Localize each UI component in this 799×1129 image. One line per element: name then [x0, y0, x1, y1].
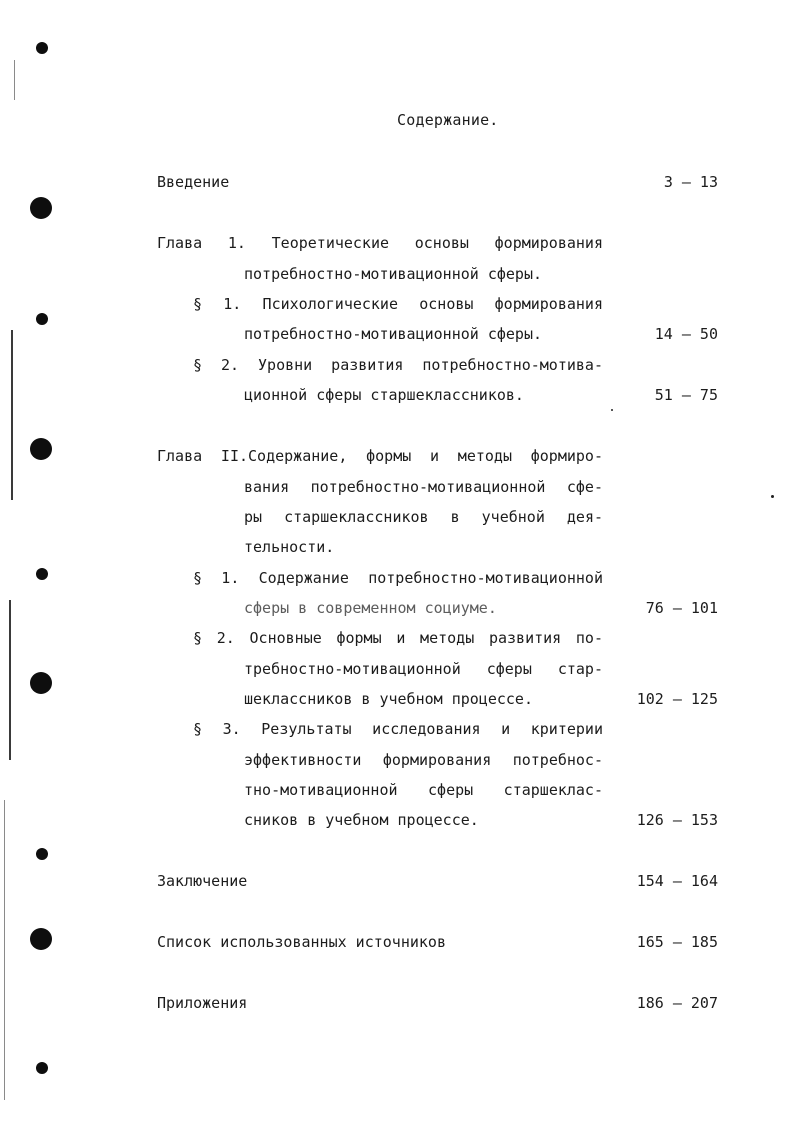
toc-pages-sources: 165 – 185	[636, 933, 718, 951]
toc-entry-intro: Введение	[157, 173, 230, 191]
chapter2-section3-cont1: эффективности формирования потребнос-	[244, 751, 603, 769]
chapter2-section1-cont: сферы в современном социуме.	[244, 599, 497, 617]
chapter1-heading: Глава 1. Теоретические основы формирования	[157, 234, 603, 252]
scan-speck	[771, 495, 774, 498]
toc-pages-ch1-s1: 14 – 50	[654, 325, 718, 343]
toc-entry-appendix: Приложения	[157, 994, 248, 1012]
toc-pages-ch2-s2: 102 – 125	[636, 690, 718, 708]
punch-hole	[30, 928, 52, 950]
chapter2-heading-cont2: ры старшеклассников в учебной дея-	[244, 508, 603, 526]
chapter2-heading-cont1: вания потребностно-мотивационной сфе-	[244, 478, 603, 496]
chapter2-section3: § 3. Результаты исследования и критерии	[193, 720, 603, 738]
chapter1-section1-cont: потребностно-мотивационной сферы.	[244, 325, 543, 343]
chapter1-section2-cont: ционной сферы старшеклассников.	[244, 386, 524, 404]
chapter2-section2-cont1: требностно-мотивационной сферы стар-	[244, 660, 603, 678]
punch-hole	[30, 438, 52, 460]
scan-edge-line	[14, 60, 15, 100]
chapter2-heading: Глава II.Содержание, формы и методы формиро-	[157, 447, 603, 465]
chapter2-heading-cont3: тельности.	[244, 538, 335, 556]
toc-pages-ch1-s2: 51 – 75	[654, 386, 718, 404]
scan-edge-line	[4, 800, 5, 1100]
chapter2-section2: § 2. Основные формы и методы развития по-	[193, 629, 603, 647]
chapter2-section3-cont3: сников в учебном процессе.	[244, 811, 479, 829]
chapter2-section2-cont2: шеклассников в учебном процессе.	[244, 690, 533, 708]
toc-pages-intro: 3 – 13	[663, 173, 718, 191]
scan-edge-line	[9, 600, 11, 760]
chapter1-heading-cont: потребностно-мотивационной сферы.	[244, 265, 543, 283]
punch-hole	[36, 568, 48, 580]
page-title: Содержание.	[397, 111, 499, 129]
toc-pages-conclusion: 154 – 164	[636, 872, 718, 890]
punch-hole	[30, 672, 52, 694]
toc-pages-ch2-s1: 76 – 101	[645, 599, 718, 617]
chapter2-section1: § 1. Содержание потребностно-мотивационной	[193, 569, 603, 587]
chapter2-section3-cont2: тно-мотивационной сферы старшеклас-	[244, 781, 603, 799]
scan-speck	[611, 409, 613, 411]
toc-pages-ch2-s3: 126 – 153	[636, 811, 718, 829]
chapter1-section2: § 2. Уровни развития потребностно-мотива-	[193, 356, 603, 374]
punch-hole	[30, 197, 52, 219]
toc-entry-sources: Список использованных источников	[157, 933, 446, 951]
punch-hole	[36, 42, 48, 54]
punch-hole	[36, 313, 48, 325]
toc-pages-appendix: 186 – 207	[636, 994, 718, 1012]
scan-edge-line	[11, 330, 13, 500]
toc-entry-conclusion: Заключение	[157, 872, 248, 890]
chapter1-section1: § 1. Психологические основы формирования	[193, 295, 603, 313]
punch-hole	[36, 1062, 48, 1074]
punch-hole	[36, 848, 48, 860]
